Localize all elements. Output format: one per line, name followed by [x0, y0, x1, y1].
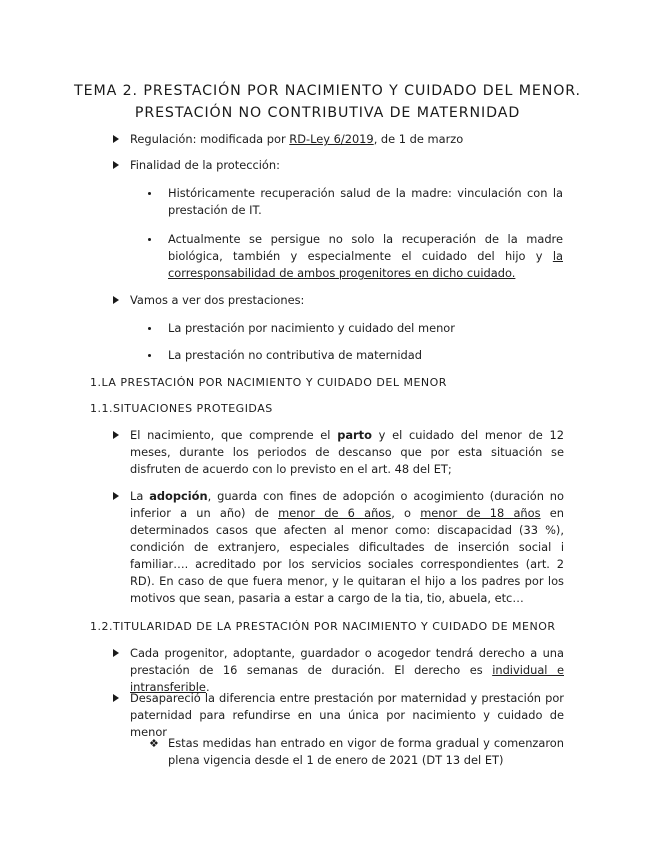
arrow-bullet-icon: [113, 135, 119, 143]
adopcion-text: [130, 488, 564, 607]
rd-ley-link[interactable]: RD-Ley 6/2019: [289, 132, 374, 146]
menor-18-underline: menor de 18 años: [420, 506, 541, 520]
parto-bold: parto: [337, 428, 372, 442]
progenitor-text: [130, 645, 564, 696]
nacimiento-post: y el cuidado del menor de 12 meses, durante los periodos de descanso que por esta situación se disfruten de acuerdo con lo previsto en el art. 48 del ET;: [130, 428, 564, 476]
medidas-text: Estas medidas han entrado en vigor de forma gradual y comenzaron plena vigencia desde el 1 de enero de 2021 (DT 13 del ET): [168, 736, 564, 767]
nacimiento-text: [130, 427, 564, 478]
arrow-bullet-icon: [113, 296, 119, 304]
list-item-historicamente: [0, 185, 655, 219]
title-line-1: TEMA 2. PRESTACIÓN POR NACIMIENTO Y CUIDADO DEL MENOR.: [74, 83, 581, 99]
bullet-dot-icon: [148, 192, 151, 195]
arrow-bullet-icon: [113, 492, 119, 500]
regulacion-pre: Regulación: modificada por: [130, 132, 290, 146]
list-item-regulacion: [0, 131, 655, 148]
arrow-bullet-icon: [113, 161, 119, 169]
adopcion-bold: adopción: [149, 489, 208, 503]
list-item-adopcion: [0, 488, 655, 607]
bullet-dot-icon: [148, 238, 151, 241]
adopcion-mid-2: , o: [391, 506, 421, 520]
list-item-medidas: [0, 735, 655, 769]
section-1-2-heading: 1.2.TITULARIDAD DE LA PRESTACIÓN POR NACIMIENTO Y CUIDADO DE MENOR: [90, 620, 556, 633]
progenitor-pre: Cada progenitor, adoptante, guardador o acogedor tendrá derecho a una prestación de 16 semanas de duración. El derecho es: [130, 646, 564, 677]
regulacion-post: , de 1 de marzo: [373, 132, 464, 146]
prestacion-1-text: La prestación por nacimiento y cuidado del menor: [168, 321, 455, 335]
title-line-2: PRESTACIÓN NO CONTRIBUTIVA DE MATERNIDAD: [134, 105, 521, 121]
actualmente-pre: Actualmente se persigue no solo la recuperación de la madre biológica, también y especialmente el cuidado del hijo y: [168, 232, 563, 263]
prestacion-2-text: La prestación no contributiva de maternidad: [168, 348, 422, 362]
adopcion-post: en determinados casos que afecten al menor como: discapacidad (33 %), condición de extranjero, especiales dificultades de inserción social i familiar…. acreditado por los servicios sociales correspondientes (art. 2 RD). En caso de que fuera menor, y le quitaran el hijo a los padres por los motivos que sean, pasaria a estar a cargo de la tia, tio, abuela, etc…: [130, 506, 564, 605]
list-item-prestacion-1: [0, 320, 655, 337]
regulacion-text: [130, 131, 463, 148]
list-item-nacimiento: [0, 427, 655, 478]
arrow-bullet-icon: [113, 694, 119, 702]
list-item-prestacion-2: [0, 347, 655, 364]
nacimiento-pre: El nacimiento, que comprende el: [130, 428, 338, 442]
corresponsabilidad-underline: la corresponsabilidad de ambos progenitores en dicho cuidado.: [168, 249, 563, 280]
bullet-dot-icon: [148, 354, 151, 357]
arrow-bullet-icon: [113, 649, 119, 657]
individual-underline: individual e intransferible: [130, 663, 564, 694]
vamos-text: Vamos a ver dos prestaciones:: [130, 293, 305, 307]
finalidad-text: Finalidad de la protección:: [130, 158, 280, 172]
page-title: [60, 80, 595, 124]
list-item-actualmente: [0, 231, 655, 282]
arrow-bullet-icon: [113, 431, 119, 439]
section-1-1-heading: 1.1.SITUACIONES PROTEGIDAS: [90, 402, 273, 415]
adopcion-pre: La: [130, 489, 150, 503]
list-item-desaparecio: [0, 690, 655, 739]
actualmente-text: [168, 231, 563, 282]
menor-6-underline: menor de 6 años: [278, 506, 392, 520]
four-diamond-icon: ❖: [149, 737, 159, 750]
historicamente-text: Históricamente recuperación salud de la madre: vinculación con la prestación de IT.: [168, 186, 563, 217]
section-1-heading: 1.LA PRESTACIÓN POR NACIMIENTO Y CUIDADO DEL MENOR: [90, 376, 447, 389]
bullet-dot-icon: [148, 327, 151, 330]
list-item-finalidad: [0, 157, 655, 174]
list-item-progenitor: [0, 645, 655, 694]
desaparecio-text: Desapareció la diferencia entre prestación por maternidad y prestación por paternidad para refundirse en una única por nacimiento y cuidado de menor: [130, 691, 564, 739]
adopcion-mid-1: , guarda con fines de adopción o acogimiento (duración no inferior a un año) de: [130, 489, 564, 520]
progenitor-post: .: [205, 680, 210, 694]
list-item-vamos: [0, 292, 655, 309]
